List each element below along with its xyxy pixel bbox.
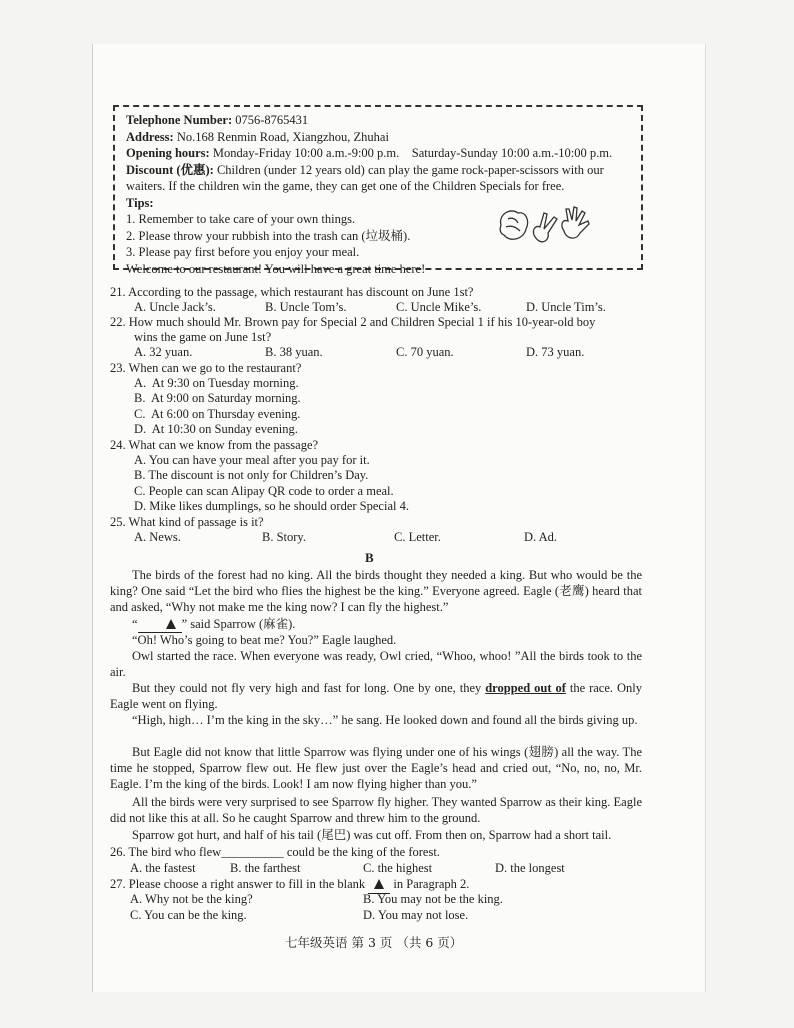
q22-option-c[interactable]: C. 70 yuan. [396, 345, 454, 359]
triangle-icon [374, 879, 384, 889]
q21-option-d[interactable]: D. Uncle Tim’s. [526, 300, 606, 314]
q22-option-a[interactable]: A. 32 yuan. [134, 345, 193, 359]
tips-label: Tips: [126, 195, 154, 210]
q24-option-c[interactable]: C. People can scan Alipay QR code to order a meal. [134, 484, 394, 498]
q22-option-d[interactable]: D. 73 yuan. [526, 345, 585, 359]
question-21: 21. According to the passage, which restaurant has discount on June 1st? [110, 285, 474, 299]
q24-option-b[interactable]: B. The discount is not only for Children’s Day. [134, 468, 369, 482]
blank-triangle [138, 616, 182, 633]
story-paragraph-3: “Oh! Who’s going to beat me? You?” Eagle laughed. [132, 633, 397, 647]
q26-option-b[interactable]: B. the farthest [230, 861, 301, 875]
question-23: 23. When can we go to the restaurant? [110, 361, 302, 375]
tip-1: 1. Remember to take care of your own things. [126, 212, 356, 226]
q21-option-c[interactable]: C. Uncle Mike’s. [396, 300, 482, 314]
q27-option-c[interactable]: C. You can be the king. [130, 908, 247, 922]
q23-option-c[interactable]: C. At 6:00 on Thursday evening. [134, 407, 301, 421]
q23-option-d[interactable]: D. At 10:30 on Sunday evening. [134, 422, 298, 436]
q27-option-b[interactable]: B. You may not be the king. [363, 892, 503, 906]
story-paragraph-2: “ ” said Sparrow (麻雀). [132, 617, 296, 631]
section-b-heading: B [365, 550, 374, 565]
story-paragraph-8: All the birds were very surprised to see Sparrow fly higher. They wanted Sparrow as their king. Eagle did not like this at all. So he caught Sparrow and threw him to the ground. [110, 795, 642, 825]
q25-option-a[interactable]: A. News. [134, 530, 181, 544]
story-paragraph-7: But Eagle did not know that little Sparrow was flying under one of his wings (翅膀) all the way. The time he stopped, Sparrow flew out. He flew just over the Eagle’s head and cried out, “No, no, no, Mr. Eagle. I’m the king of the birds. Look! I am now flying higher than you.” [110, 745, 642, 791]
address-line: Address: No.168 Renmin Road, Xiangzhou, Zhuhai [126, 129, 389, 144]
page-footer: 七年级英语 第 3 页 （共 6 页） [285, 935, 463, 950]
question-22-line-2: wins the game on June 1st? [134, 330, 272, 344]
q25-option-b[interactable]: B. Story. [262, 530, 306, 544]
q26-option-a[interactable]: A. the fastest [130, 861, 196, 875]
q21-option-a[interactable]: A. Uncle Jack’s. [134, 300, 216, 314]
q26-option-d[interactable]: D. the longest [495, 861, 565, 875]
q25-option-d[interactable]: D. Ad. [524, 530, 557, 544]
question-25: 25. What kind of passage is it? [110, 515, 264, 529]
telephone-line: Telephone Number: 0756-8765431 [126, 113, 309, 127]
question-22: 22. How much should Mr. Brown pay for Special 2 and Children Special 1 if his 10-year-old boy [110, 315, 596, 329]
story-paragraph-4: Owl started the race. When everyone was ready, Owl cried, “Whoo, whoo! ”All the birds took to the air. [110, 649, 642, 679]
q22-option-b[interactable]: B. 38 yuan. [265, 345, 323, 359]
story-paragraph-5: But they could not fly very high and fast for long. One by one, they dropped out of the race. Only Eagle went on flying. [110, 681, 643, 711]
question-27: 27. Please choose a right answer to fill in the blank in Paragraph 2. [110, 877, 469, 894]
q27-option-a[interactable]: A. Why not be the king? [130, 892, 253, 906]
q23-option-b[interactable]: B. At 9:00 on Saturday morning. [134, 391, 301, 405]
question-24: 24. What can we know from the passage? [110, 438, 319, 452]
story-paragraph-9: Sparrow got hurt, and half of his tail (尾巴) was cut off. From then on, Sparrow had a short tail. [132, 828, 612, 842]
restaurant-notice-box [113, 105, 643, 276]
welcome-line: Welcome to our restaurant! You will have a great time here! [126, 261, 426, 276]
q24-option-d[interactable]: D. Mike likes dumplings, so he should order Special 4. [134, 499, 409, 513]
q26-option-c[interactable]: C. the highest [363, 861, 433, 875]
rock-paper-scissors-icon [496, 205, 591, 253]
discount-line: Discount (优惠): Children (under 12 years old) can play the game rock-paper-scissors with our [126, 162, 604, 177]
triangle-icon [166, 619, 176, 629]
opening-hours-line: Opening hours: Monday-Friday 10:00 a.m.-9:00 p.m. Saturday-Sunday 10:00 a.m.-10:00 p.m. [126, 146, 613, 160]
story-paragraph-1: The birds of the forest had no king. All the birds thought they needed a king. But who would be the king? One said “Let the bird who flies the highest be the king.” Everyone agreed. Eagle (老鹰) heard that and asked, “Why not make me the king now? I can fly the highest.” [110, 568, 642, 614]
q23-option-a[interactable]: A. At 9:30 on Tuesday morning. [134, 376, 299, 390]
q21-option-b[interactable]: B. Uncle Tom’s. [265, 300, 347, 314]
question-26: 26. The bird who flew__________ could be the king of the forest. [110, 845, 440, 859]
tip-2: 2. Please throw your rubbish into the trash can (垃圾桶). [126, 228, 411, 243]
q24-option-a[interactable]: A. You can have your meal after you pay for it. [134, 453, 370, 467]
tip-3: 3. Please pay first before you enjoy your meal. [126, 245, 360, 259]
story-paragraph-6: “High, high… I’m the king in the sky…” he sang. He looked down and found all the birds giving up. [132, 713, 638, 727]
q25-option-c[interactable]: C. Letter. [394, 530, 441, 544]
discount-line-2: waiters. If the children win the game, they can get one of the Children Specials for free. [126, 179, 565, 193]
q27-option-d[interactable]: D. You may not lose. [363, 908, 469, 922]
